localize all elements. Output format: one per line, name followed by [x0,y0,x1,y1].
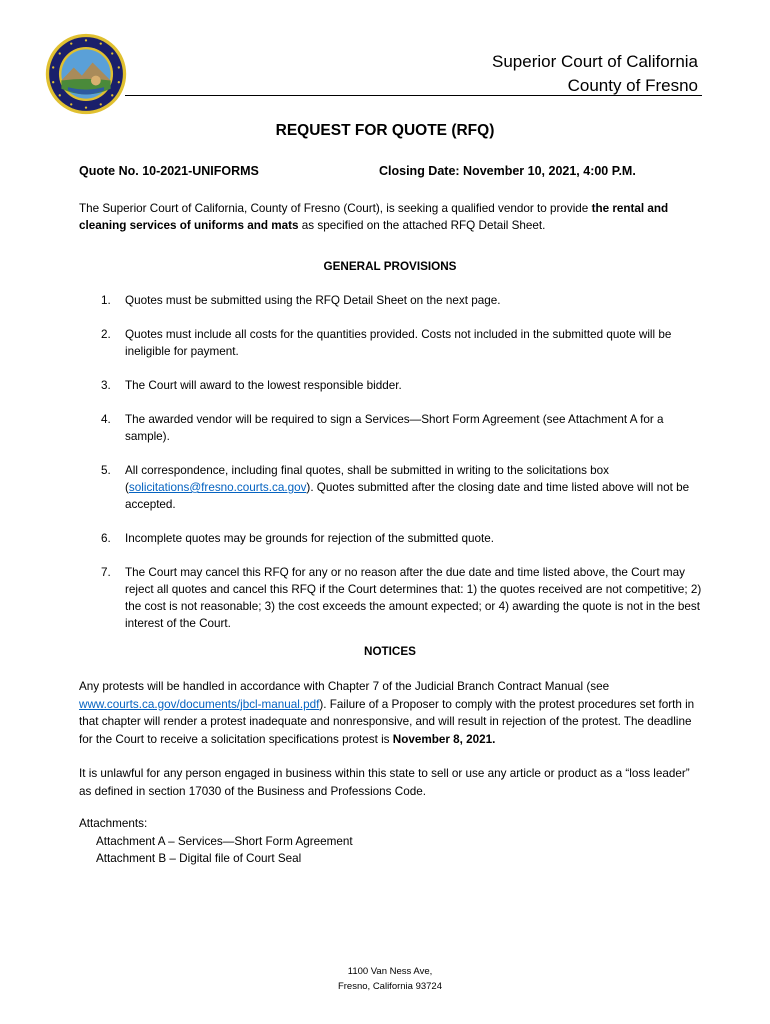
intro-text: The Superior Court of California, County of Fresno (Court), is seeking a qualified vendor to provide [79,202,592,215]
footer-address-line2: Fresno, California 93724 [337,981,443,992]
protest-text-cont: ). Failure of a Proposer to comply with the protest procedures set forth in that chapter will render a protest inadequate and nonresponsive, and will result in rejection of the protest. The deadline for the Court to receive a solicitation specifications protest is [79,697,695,746]
attachment-item: Attachment B – Digital file of Court Seal [96,852,302,865]
loss-leader-paragraph: It is unlawful for any person engaged in business within this state to sell or use any article or product as a “loss leader” as defined in section 17030 of the Business and Professions Code. [79,767,690,798]
closing-date: Closing Date: November 10, 2021, 4:00 P.M. [379,164,636,178]
item-number: 4. [101,413,111,426]
contract-manual-link[interactable]: www.courts.ca.gov/documents/jbcl-manual.pdf [79,697,320,711]
list-item [79,326,704,360]
court-name-line1: Superior Court of California [492,52,698,71]
protest-deadline: November 8, 2021. [392,732,496,746]
general-provisions-heading: GENERAL PROVISIONS [323,260,457,273]
list-item [79,530,704,547]
intro-text-end: as specified on the attached RFQ Detail Sheet. [298,219,546,232]
footer-address-line1: 1100 Van Ness Ave, [347,966,433,977]
item-text-start: All correspondence, including final quotes, shall be submitted in writing to the solicitations box ( [125,464,610,494]
item-number: 3. [101,379,111,392]
item-text: The awarded vendor will be required to sign a Services—Short Form Agreement (see Attachment A for a sample). [125,413,664,443]
item-text: Quotes must be submitted using the RFQ Detail Sheet on the next page. [125,294,501,307]
list-item [79,411,704,445]
protest-notice-paragraph [79,678,704,748]
attachments-label: Attachments: [79,817,148,830]
list-item [79,564,704,632]
list-item [79,462,704,513]
list-item [79,292,704,309]
item-text: Quotes must include all costs for the quantities provided. Costs not included in the submitted quote will be ineligible for payment. [125,328,672,358]
item-text [125,464,689,511]
item-number: 5. [101,464,111,477]
item-number: 7. [101,566,111,579]
court-name-line2: County of Fresno [567,76,698,95]
item-number: 1. [101,294,111,307]
list-item [79,377,704,394]
court-name [492,50,698,98]
quote-number: Quote No. 10-2021-UNIFORMS [79,164,259,178]
attachment-item: Attachment A – Services—Short Form Agreement [96,834,353,848]
protest-text: Any protests will be handled in accordance with Chapter 7 of the Judicial Branch Contract Manual (see [79,680,610,693]
attachments-section [79,815,353,868]
item-number: 6. [101,532,111,545]
item-text: The Court will award to the lowest responsible bidder. [125,379,402,392]
item-text: Incomplete quotes may be grounds for rejection of the submitted quote. [125,532,495,545]
intro-bold-text: the rental and cleaning services of uniforms and mats [79,202,669,232]
item-number: 2. [101,328,111,341]
item-text: The Court may cancel this RFQ for any or no reason after the due date and time listed above, the Court may reject all quotes and cancel this RFQ if the Court determines that: 1) the quotes received are not competitive; 2) the cost is not reasonable; 3) the cost exceeds the amount expected; or 4) awarding the quote is not in the best interest of the Court. [125,566,702,630]
notices-heading: NOTICES [364,645,416,658]
footer-address [0,964,770,994]
solicitations-email-link[interactable]: solicitations@fresno.courts.ca.gov [128,481,307,494]
document-title: REQUEST FOR QUOTE (RFQ) [275,122,495,139]
item-text-end: ). Quotes submitted after the closing date and time listed above will not be accepted. [125,481,690,511]
provisions-list [79,292,704,649]
header-rule [125,95,702,96]
court-seal-icon [45,33,127,115]
intro-paragraph [79,200,699,234]
